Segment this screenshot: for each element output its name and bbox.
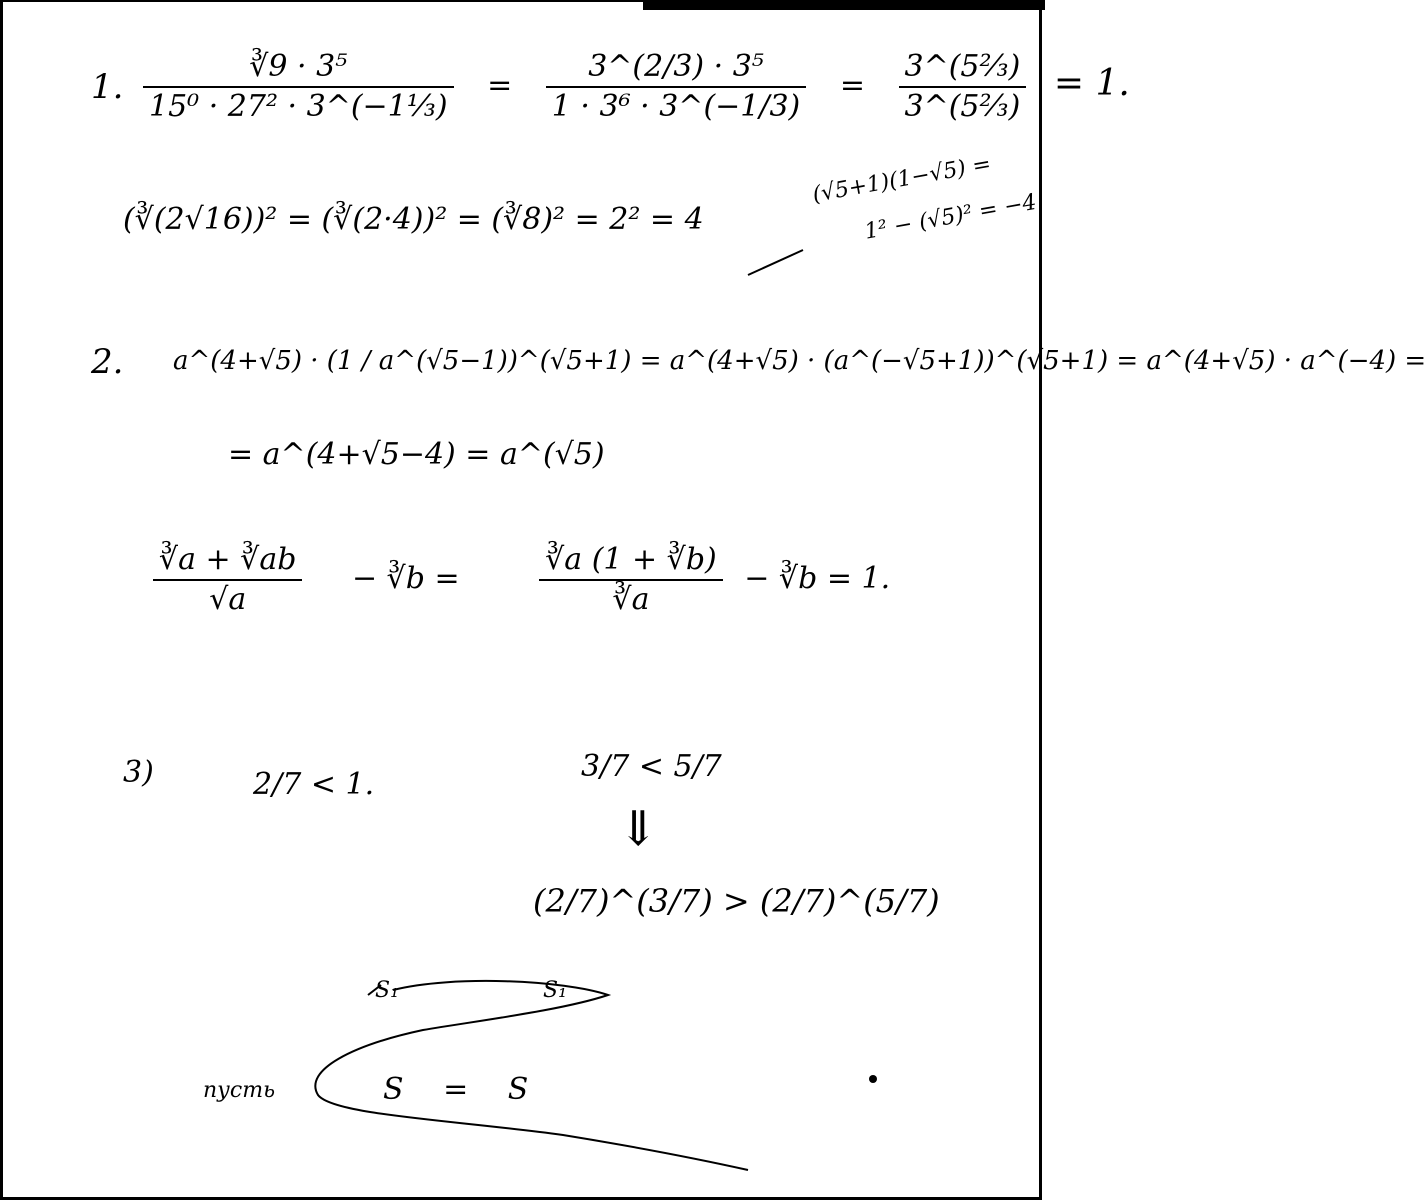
scribble-bottom-mid: S = S bbox=[383, 1072, 529, 1107]
fraction-2b-left-numerator: ∛a + ∛ab bbox=[153, 545, 302, 581]
power-comparison: (2/7)^(3/7) > (2/7)^(5/7) bbox=[533, 882, 940, 920]
pen-strokes bbox=[3, 0, 1039, 1197]
tick-stroke bbox=[368, 985, 381, 995]
side-note-line-2: 1² − (√5)² = −4 bbox=[862, 189, 1039, 245]
fraction-2b-left-denominator: √a bbox=[209, 582, 247, 617]
side-note-line-1: (√5+1)(1−√5) = bbox=[810, 151, 993, 208]
scribble-top-right: S₁ bbox=[543, 978, 567, 1003]
inequality-1: 2/7 < 1. bbox=[253, 767, 375, 802]
scribble-top-left: S₁ bbox=[375, 978, 399, 1003]
fraction-3-numerator: 3^(5⅔) bbox=[899, 52, 1027, 88]
problem-2-number: 2. bbox=[91, 342, 124, 382]
fraction-2b-right-numerator: ∛a (1 + ∛b) bbox=[539, 545, 723, 581]
minus-cbrt-b: − ∛b = bbox=[351, 561, 460, 596]
problem-1-result: = 1. bbox=[1053, 63, 1130, 104]
scribble-bottom-left: пусть bbox=[203, 1078, 276, 1103]
problem-2b-result: − ∛b = 1. bbox=[744, 561, 891, 596]
problem-1-number: 1. bbox=[91, 67, 124, 107]
ink-dot bbox=[869, 1075, 877, 1083]
fraction-1-numerator: ∛9 · 3⁵ bbox=[143, 52, 454, 88]
equals-sign: = bbox=[839, 68, 865, 103]
fraction-1-denominator: 15⁰ · 27² · 3^(−1⅓) bbox=[149, 89, 448, 124]
problem-2-line-2: = a^(4+√5−4) = a^(√5) bbox=[228, 437, 605, 472]
fraction-2-denominator: 1 · 3⁶ · 3^(−1/3) bbox=[551, 89, 801, 124]
equals-sign: = bbox=[487, 68, 513, 103]
implies-arrow: ⇓ bbox=[618, 801, 659, 857]
problem-3-number: 3) bbox=[123, 755, 154, 790]
inequality-2: 3/7 < 5/7 bbox=[581, 749, 722, 784]
problem-2-line-1: a^(4+√5) · (1 / a^(√5−1))^(√5+1) = a^(4+√5) · (a^(−√5+1))^(√5+1) = a^(4+√5) · a^(−4) = bbox=[173, 346, 1426, 376]
pointer-stroke bbox=[748, 250, 803, 275]
fraction-2-numerator: 3^(2/3) · 3⁵ bbox=[546, 52, 806, 88]
fraction-2b-right-denominator: ∛a bbox=[612, 582, 650, 617]
cube-root-computation: (∛(2√16))² = (∛(2·4))² = (∛8)² = 2² = 4 bbox=[123, 202, 704, 237]
loop-stroke bbox=[315, 978, 748, 1170]
fraction-3-denominator: 3^(5⅔) bbox=[904, 89, 1021, 124]
